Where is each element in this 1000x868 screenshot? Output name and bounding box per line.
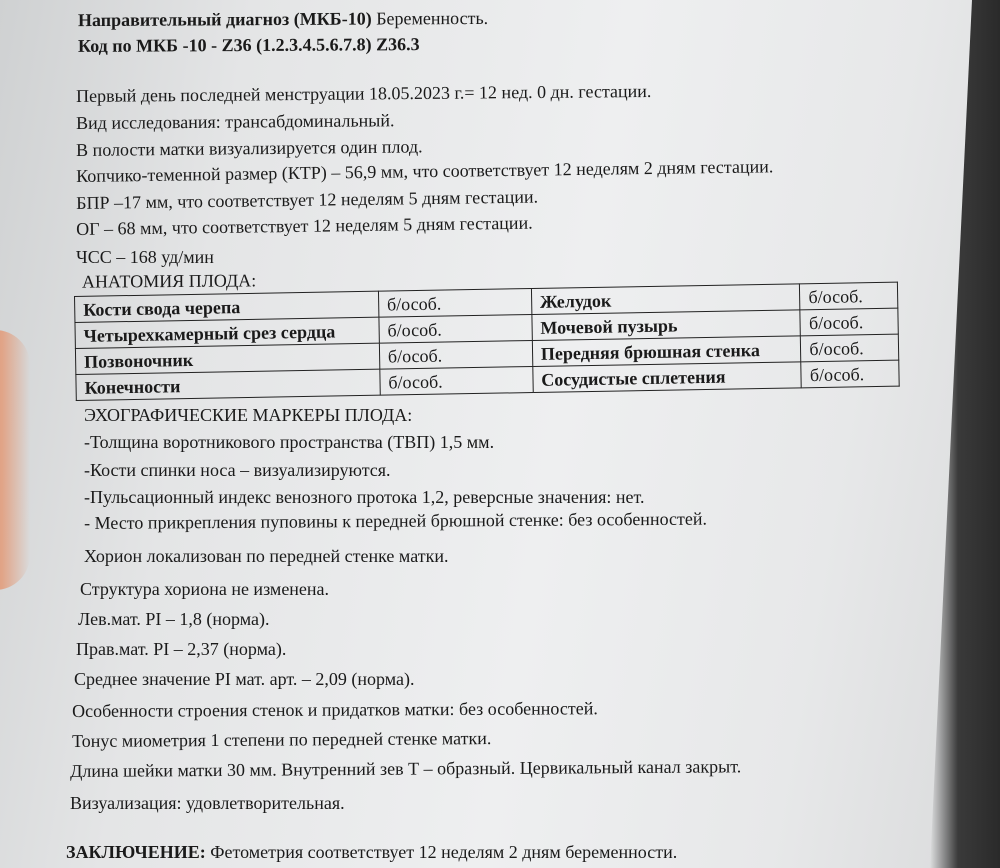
exam-line: Копчико-теменной размер (КТР) – 56,9 мм, что соответствует 12 неделям 2 дням гестации. (76, 156, 774, 186)
referral-value: Беременность. (376, 7, 489, 29)
anatomy-cell: б/особ. (800, 308, 898, 336)
icd-label: Код по МКБ -10 - Z36 (1.2.3.4.5.6.7.8) (77, 34, 372, 56)
conclusion (66, 842, 677, 863)
anatomy-cell: б/особ. (380, 367, 533, 396)
anatomy-cell: б/особ. (378, 289, 531, 318)
icd-code (78, 33, 420, 57)
conclusion-text: Фетометрия соответствует 12 неделям 2 дням беременности. (210, 842, 678, 862)
anatomy-cell: Сосудистые сплетения (533, 362, 802, 393)
anatomy-cell: Передняя брюшная стенка (532, 336, 801, 367)
anatomy-cell: Желудок (531, 284, 800, 315)
anatomy-table (74, 282, 900, 401)
anatomy-cell: б/особ. (800, 282, 898, 310)
referral-diagnosis (78, 7, 488, 31)
anatomy-cell: б/особ. (801, 360, 899, 388)
marker-item: - Место прикрепления пуповины к передней брюшной стенке: без особенностей. (84, 508, 708, 533)
finding-line: Визуализация: удовлетворительная. (70, 793, 345, 813)
finding-line: Лев.мат. PI – 1,8 (норма). (78, 609, 270, 629)
marker-item: -Пульсационный индекс венозного протока 1,2, реверсные значения: нет. (84, 487, 645, 507)
exam-line: БПР –17 мм, что соответствует 12 неделям 5 дням гестации. (76, 186, 539, 213)
markers-title: ЭХОГРАФИЧЕСКИЕ МАРКЕРЫ ПЛОДА: (84, 405, 413, 425)
finding-line: Прав.мат. PI – 2,37 (норма). (76, 639, 287, 659)
anatomy-cell: б/особ. (379, 341, 532, 370)
anatomy-title: АНАТОМИЯ ПЛОДА: (81, 270, 257, 292)
anatomy-cell: б/особ. (801, 334, 899, 362)
anatomy-cell: Кости свода черепа (75, 291, 379, 322)
finding-line: Тонус миометрия 1 степени по передней стенке матки. (72, 728, 492, 751)
anatomy-cell: Четырехкамерный срез сердца (75, 317, 379, 348)
finding-line: Хорион локализован по передней стенке матки. (84, 546, 449, 566)
exam-line: Вид исследования: трансабдоминальный. (76, 110, 395, 133)
exam-line: ЧСС – 168 уд/мин (76, 247, 214, 267)
exam-line: Первый день последней менструации 18.05.2023 г.= 12 нед. 0 дн. гестации. (76, 80, 652, 106)
marker-item: -Кости спинки носа – визуализируются. (84, 460, 391, 480)
finding-line: Структура хориона не изменена. (80, 579, 330, 599)
conclusion-label: ЗАКЛЮЧЕНИЕ: (66, 842, 206, 862)
exam-line: В полости матки визуализируется один плод. (76, 136, 423, 160)
exam-line: ОГ – 68 мм, что соответствует 12 неделям 5 дням гестации. (76, 212, 533, 239)
anatomy-cell: б/особ. (379, 315, 532, 344)
referral-label: Направительный диагноз (МКБ-10) (77, 8, 372, 31)
finding-line: Длина шейки матки 30 мм. Внутренний зев Т – образный. Цервикальный канал закрыт. (70, 756, 742, 781)
anatomy-cell: Конечности (76, 369, 380, 400)
marker-item: -Толщина воротникового пространства (ТВП) 1,5 мм. (84, 432, 495, 452)
finding-line: Среднее значение PI мат. арт. – 2,09 (норма). (74, 669, 415, 689)
finding-line: Особенности строения стенок и придатков матки: без особенностей. (72, 698, 598, 721)
anatomy-cell: Мочевой пузырь (532, 310, 801, 341)
anatomy-cell: Позвоночник (75, 343, 379, 374)
icd-value: Z36.3 (375, 34, 420, 55)
